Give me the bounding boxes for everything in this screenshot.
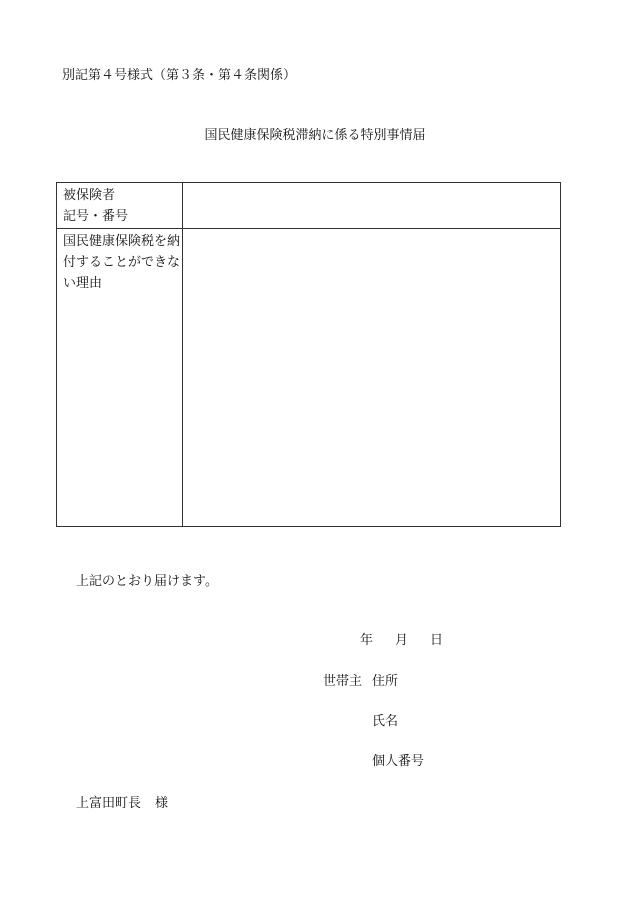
reason-label [63, 231, 180, 294]
insured-number-field[interactable] [187, 187, 554, 225]
month-label: 月 [395, 633, 409, 648]
insured-number-label-line: 被保険者 [63, 188, 116, 203]
day-label: 日 [430, 633, 444, 648]
addressee-name: 上富田町長 [76, 796, 142, 811]
date-line [360, 629, 443, 648]
reason-label-line: 付することができな [63, 255, 181, 270]
reason-field[interactable] [187, 233, 554, 522]
householder-label: 世帯主 [323, 674, 363, 689]
form-number-label: 別記第４号様式（第３条・第４条関係） [62, 68, 297, 83]
reason-label-line: 国民健康保険税を納 [63, 234, 181, 249]
declaration-text: 上記のとおり届けます。 [76, 574, 218, 589]
personal-number-label: 個人番号 [372, 754, 425, 769]
table-column-divider [182, 183, 183, 526]
document-title: 国民健康保険税滞納に係る特別事情届 [204, 128, 426, 143]
address-label: 住所 [372, 674, 399, 689]
reason-label-line: い理由 [63, 276, 103, 291]
table-row-divider [57, 228, 560, 229]
insured-number-label [63, 185, 128, 227]
name-label: 氏名 [372, 714, 399, 729]
addressee-honorific: 様 [155, 796, 169, 811]
form-table [56, 182, 561, 527]
addressee [76, 792, 168, 811]
year-label: 年 [360, 633, 374, 648]
insured-number-label-line: 記号・番号 [63, 209, 129, 224]
